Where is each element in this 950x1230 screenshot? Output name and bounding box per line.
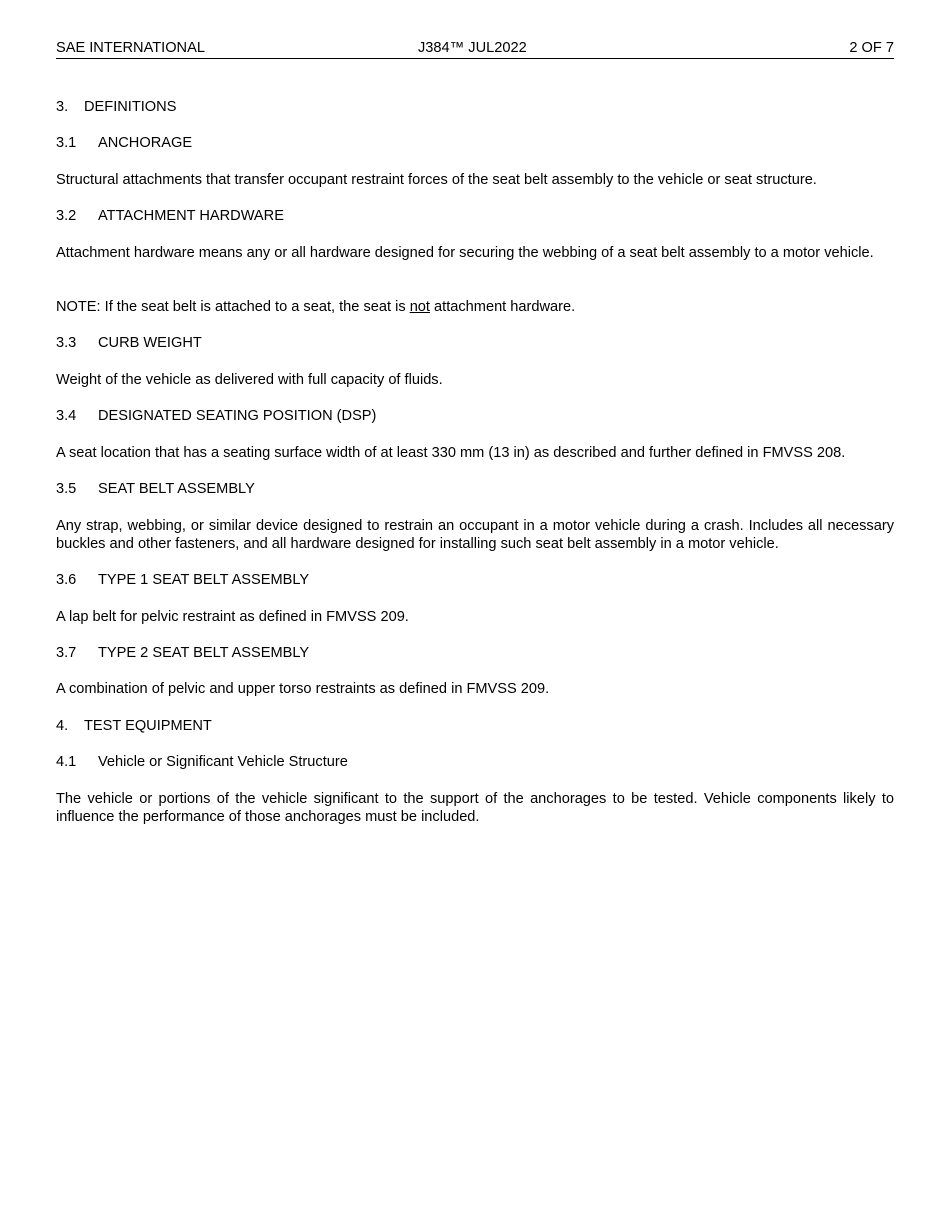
section-title: Vehicle or Significant Vehicle Structure: [98, 754, 348, 770]
section-heading-4-1: [56, 753, 894, 771]
section-heading-3-1: [56, 134, 894, 152]
paragraph-type-1-seat-belt: A lap belt for pelvic restraint as defined in FMVSS 209.: [56, 609, 409, 625]
section-heading-3: [56, 98, 894, 116]
section-heading-3-6: [56, 571, 894, 589]
section-number: 3.6: [56, 572, 77, 588]
section-number: 3.: [56, 99, 69, 115]
header-page-number: 2 OF 7: [849, 40, 894, 56]
paragraph-anchorage: Structural attachments that transfer occupant restraint forces of the seat belt assembly to the vehicle or seat structure.: [56, 172, 817, 188]
note-prefix: NOTE: If the seat belt is attached to a seat, the seat is: [56, 299, 410, 315]
section-number: 4.: [56, 718, 69, 734]
paragraph-curb-weight: Weight of the vehicle as delivered with full capacity of fluids.: [56, 372, 443, 388]
section-title: TYPE 2 SEAT BELT ASSEMBLY: [98, 645, 310, 661]
note-suffix: attachment hardware.: [429, 299, 576, 315]
section-title: TYPE 1 SEAT BELT ASSEMBLY: [98, 572, 310, 588]
section-number: 3.2: [56, 208, 77, 224]
page-header: [56, 38, 894, 59]
section-heading-3-4: [56, 407, 894, 425]
paragraph-type-2-seat-belt: A combination of pelvic and upper torso restraints as defined in FMVSS 209.: [56, 681, 550, 697]
section-title: ANCHORAGE: [98, 135, 193, 151]
section-number: 3.1: [56, 135, 77, 151]
section-number: 3.7: [56, 645, 77, 661]
section-heading-4: [56, 717, 894, 735]
section-title: DEFINITIONS: [84, 99, 177, 115]
section-title: TEST EQUIPMENT: [84, 718, 212, 734]
section-number: 4.1: [56, 754, 77, 770]
section-number: 3.3: [56, 335, 77, 351]
section-title: DESIGNATED SEATING POSITION (DSP): [98, 408, 377, 424]
header-document-id: J384™ JUL2022: [418, 40, 527, 56]
header-organization: SAE INTERNATIONAL: [56, 40, 205, 56]
paragraph-attachment-hardware: Attachment hardware means any or all hardware designed for securing the webbing of a seat belt assembly to a motor vehicle.: [56, 245, 874, 261]
section-number: 3.5: [56, 481, 77, 497]
section-title: SEAT BELT ASSEMBLY: [98, 481, 255, 497]
note-attachment-hardware: [56, 298, 894, 316]
section-heading-3-5: [56, 480, 894, 498]
section-number: 3.4: [56, 408, 77, 424]
paragraph-seat-belt-assembly: Any strap, webbing, or similar device designed to restrain an occupant in a motor vehicle during a crash. Includes all necessary buckles and other fasteners, and all hardware designed for installing such seat belt assembly in a motor vehicle.: [56, 518, 894, 552]
section-heading-3-2: [56, 207, 894, 225]
paragraph-vehicle-structure: The vehicle or portions of the vehicle significant to the support of the anchorages to be tested. Vehicle components likely to influence the performance of those anchorages must be included.: [56, 791, 894, 825]
section-heading-3-7: [56, 644, 894, 662]
paragraph-designated-seating-position: A seat location that has a seating surface width of at least 330 mm (13 in) as described and further defined in FMVSS 208.: [56, 445, 846, 461]
section-title: CURB WEIGHT: [98, 335, 202, 351]
section-heading-3-3: [56, 334, 894, 352]
section-title: ATTACHMENT HARDWARE: [98, 208, 284, 224]
note-emphasis: not: [409, 299, 430, 315]
